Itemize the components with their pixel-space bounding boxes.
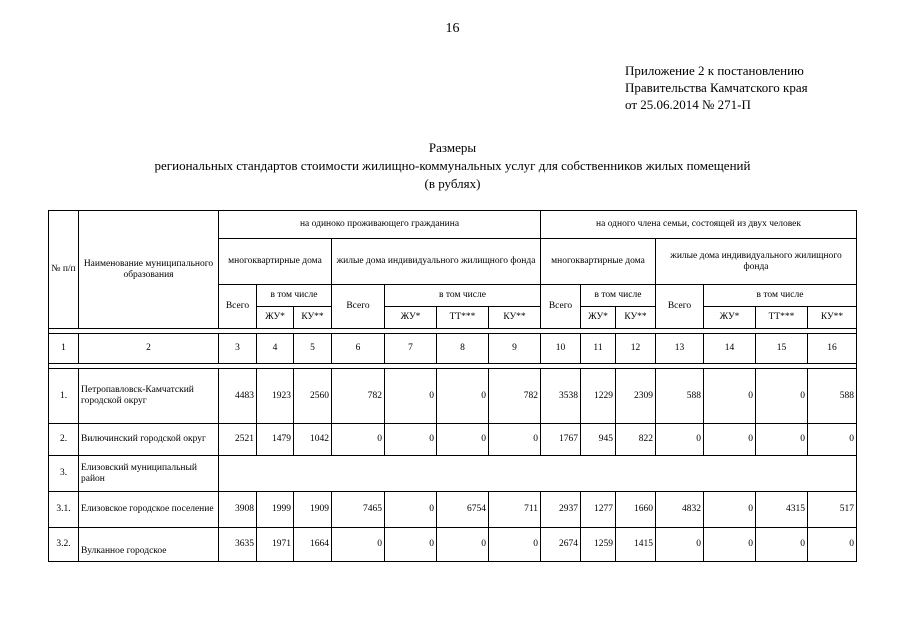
cell-value: 1767: [541, 424, 581, 456]
cell-value: 782: [332, 369, 385, 424]
table-row: [49, 492, 857, 528]
title-line: Размеры: [428, 140, 477, 155]
empty-cell: [219, 456, 857, 492]
column-number: 10: [541, 334, 581, 364]
header-total: Всего: [332, 285, 385, 329]
header-total: Всего: [656, 285, 704, 329]
header-num: № п/п: [49, 211, 79, 329]
cell-value: 1229: [581, 369, 616, 424]
cell-value: 0: [656, 528, 704, 562]
row-name: Петропавловск-Камчатский городской округ: [79, 369, 219, 424]
cell-value: 711: [489, 492, 541, 528]
cell-value: 2560: [294, 369, 332, 424]
cell-value: 0: [704, 424, 756, 456]
cell-value: 0: [656, 424, 704, 456]
cell-value: 0: [437, 528, 489, 562]
row-num: 3.: [49, 456, 79, 492]
cell-value: 1660: [616, 492, 656, 528]
row-name: Елизовское городское поселение: [79, 492, 219, 528]
appendix-line: от 25.06.2014 № 271-П: [625, 97, 751, 112]
header-apartments: многоквартирные дома: [541, 239, 656, 285]
appendix-line: Правительства Камчатского края: [625, 80, 808, 95]
row-name: Елизовский муниципальный район: [79, 456, 219, 492]
header-single-resident: на одиноко проживающего гражданина: [219, 211, 541, 239]
table-row: [49, 456, 857, 492]
cell-value: 0: [704, 528, 756, 562]
cell-value: 4483: [219, 369, 257, 424]
cell-value: 0: [489, 424, 541, 456]
row-name: Вулканное городское: [79, 528, 219, 562]
cell-value: 0: [489, 528, 541, 562]
title-line: (в рублях): [424, 176, 481, 191]
row-name: Вилючинский городской округ: [79, 424, 219, 456]
cell-value: 1259: [581, 528, 616, 562]
header-zhu: ЖУ*: [257, 307, 294, 329]
cell-value: 0: [704, 492, 756, 528]
header-ku: КУ**: [808, 307, 857, 329]
table-row: [49, 424, 857, 456]
header-including: в том числе: [581, 285, 656, 307]
header-private-houses: жилые дома индивидуального жилищного фонда: [656, 239, 857, 285]
cell-value: 1415: [616, 528, 656, 562]
cell-value: 2521: [219, 424, 257, 456]
header-including: в том числе: [704, 285, 857, 307]
cell-value: 588: [656, 369, 704, 424]
cell-value: 0: [756, 528, 808, 562]
column-number: 6: [332, 334, 385, 364]
cell-value: 6754: [437, 492, 489, 528]
cell-value: 2674: [541, 528, 581, 562]
column-number: 12: [616, 334, 656, 364]
header-zhu: ЖУ*: [704, 307, 756, 329]
cell-value: 7465: [332, 492, 385, 528]
cell-value: 945: [581, 424, 616, 456]
cell-value: 0: [332, 528, 385, 562]
column-number: 1: [49, 334, 79, 364]
cell-value: 0: [437, 424, 489, 456]
standards-table: [48, 210, 857, 562]
column-number: 14: [704, 334, 756, 364]
appendix-reference: [625, 62, 808, 113]
cell-value: 0: [808, 424, 857, 456]
cell-value: 3538: [541, 369, 581, 424]
column-number: 5: [294, 334, 332, 364]
header-zhu: ЖУ*: [581, 307, 616, 329]
row-num: 1.: [49, 369, 79, 424]
header-private-houses: жилые дома индивидуального жилищного фонда: [332, 239, 541, 285]
cell-value: 0: [385, 369, 437, 424]
cell-value: 1479: [257, 424, 294, 456]
header-family-member: на одного члена семьи, состоящей из двух человек: [541, 211, 857, 239]
header-including: в том числе: [257, 285, 332, 307]
column-number: 7: [385, 334, 437, 364]
cell-value: 0: [704, 369, 756, 424]
cell-value: 1999: [257, 492, 294, 528]
appendix-line: Приложение 2 к постановлению: [625, 63, 804, 78]
header-apartments: многоквартирные дома: [219, 239, 332, 285]
column-number: 11: [581, 334, 616, 364]
header-total: Всего: [219, 285, 257, 329]
cell-value: 1909: [294, 492, 332, 528]
cell-value: 3908: [219, 492, 257, 528]
page-number: 16: [445, 21, 460, 36]
row-num: 3.1.: [49, 492, 79, 528]
header-including: в том числе: [385, 285, 541, 307]
cell-value: 0: [385, 528, 437, 562]
cell-value: 0: [385, 492, 437, 528]
cell-value: 1042: [294, 424, 332, 456]
header-ku: КУ**: [489, 307, 541, 329]
cell-value: 0: [437, 369, 489, 424]
column-number: 2: [79, 334, 219, 364]
cell-value: 0: [808, 528, 857, 562]
cell-value: 1277: [581, 492, 616, 528]
column-number: 8: [437, 334, 489, 364]
cell-value: 1971: [257, 528, 294, 562]
cell-value: 1923: [257, 369, 294, 424]
cell-value: 0: [756, 369, 808, 424]
column-number-row: [49, 334, 857, 364]
cell-value: 0: [385, 424, 437, 456]
cell-value: 822: [616, 424, 656, 456]
cell-value: 3635: [219, 528, 257, 562]
column-number: 13: [656, 334, 704, 364]
header-tt: ТТ***: [756, 307, 808, 329]
title-line: региональных стандартов стоимости жилищно-коммунальных услуг для собственников жилых помещений: [154, 158, 751, 173]
cell-value: 782: [489, 369, 541, 424]
header-ku: КУ**: [294, 307, 332, 329]
table-row: [49, 369, 857, 424]
column-number: 4: [257, 334, 294, 364]
column-number: 9: [489, 334, 541, 364]
cell-value: 0: [756, 424, 808, 456]
cell-value: 1664: [294, 528, 332, 562]
row-num: 2.: [49, 424, 79, 456]
column-number: 16: [808, 334, 857, 364]
cell-value: 588: [808, 369, 857, 424]
cell-value: 2309: [616, 369, 656, 424]
cell-value: 4315: [756, 492, 808, 528]
header-tt: ТТ***: [437, 307, 489, 329]
header-zhu: ЖУ*: [385, 307, 437, 329]
cell-value: 0: [332, 424, 385, 456]
cell-value: 2937: [541, 492, 581, 528]
table-row: [49, 528, 857, 562]
column-number: 15: [756, 334, 808, 364]
cell-value: 517: [808, 492, 857, 528]
column-number: 3: [219, 334, 257, 364]
header-name: Наименование муниципального образования: [79, 211, 219, 329]
header-ku: КУ**: [616, 307, 656, 329]
cell-value: 4832: [656, 492, 704, 528]
header-total: Всего: [541, 285, 581, 329]
row-num: 3.2.: [49, 528, 79, 562]
document-title: [0, 139, 905, 193]
